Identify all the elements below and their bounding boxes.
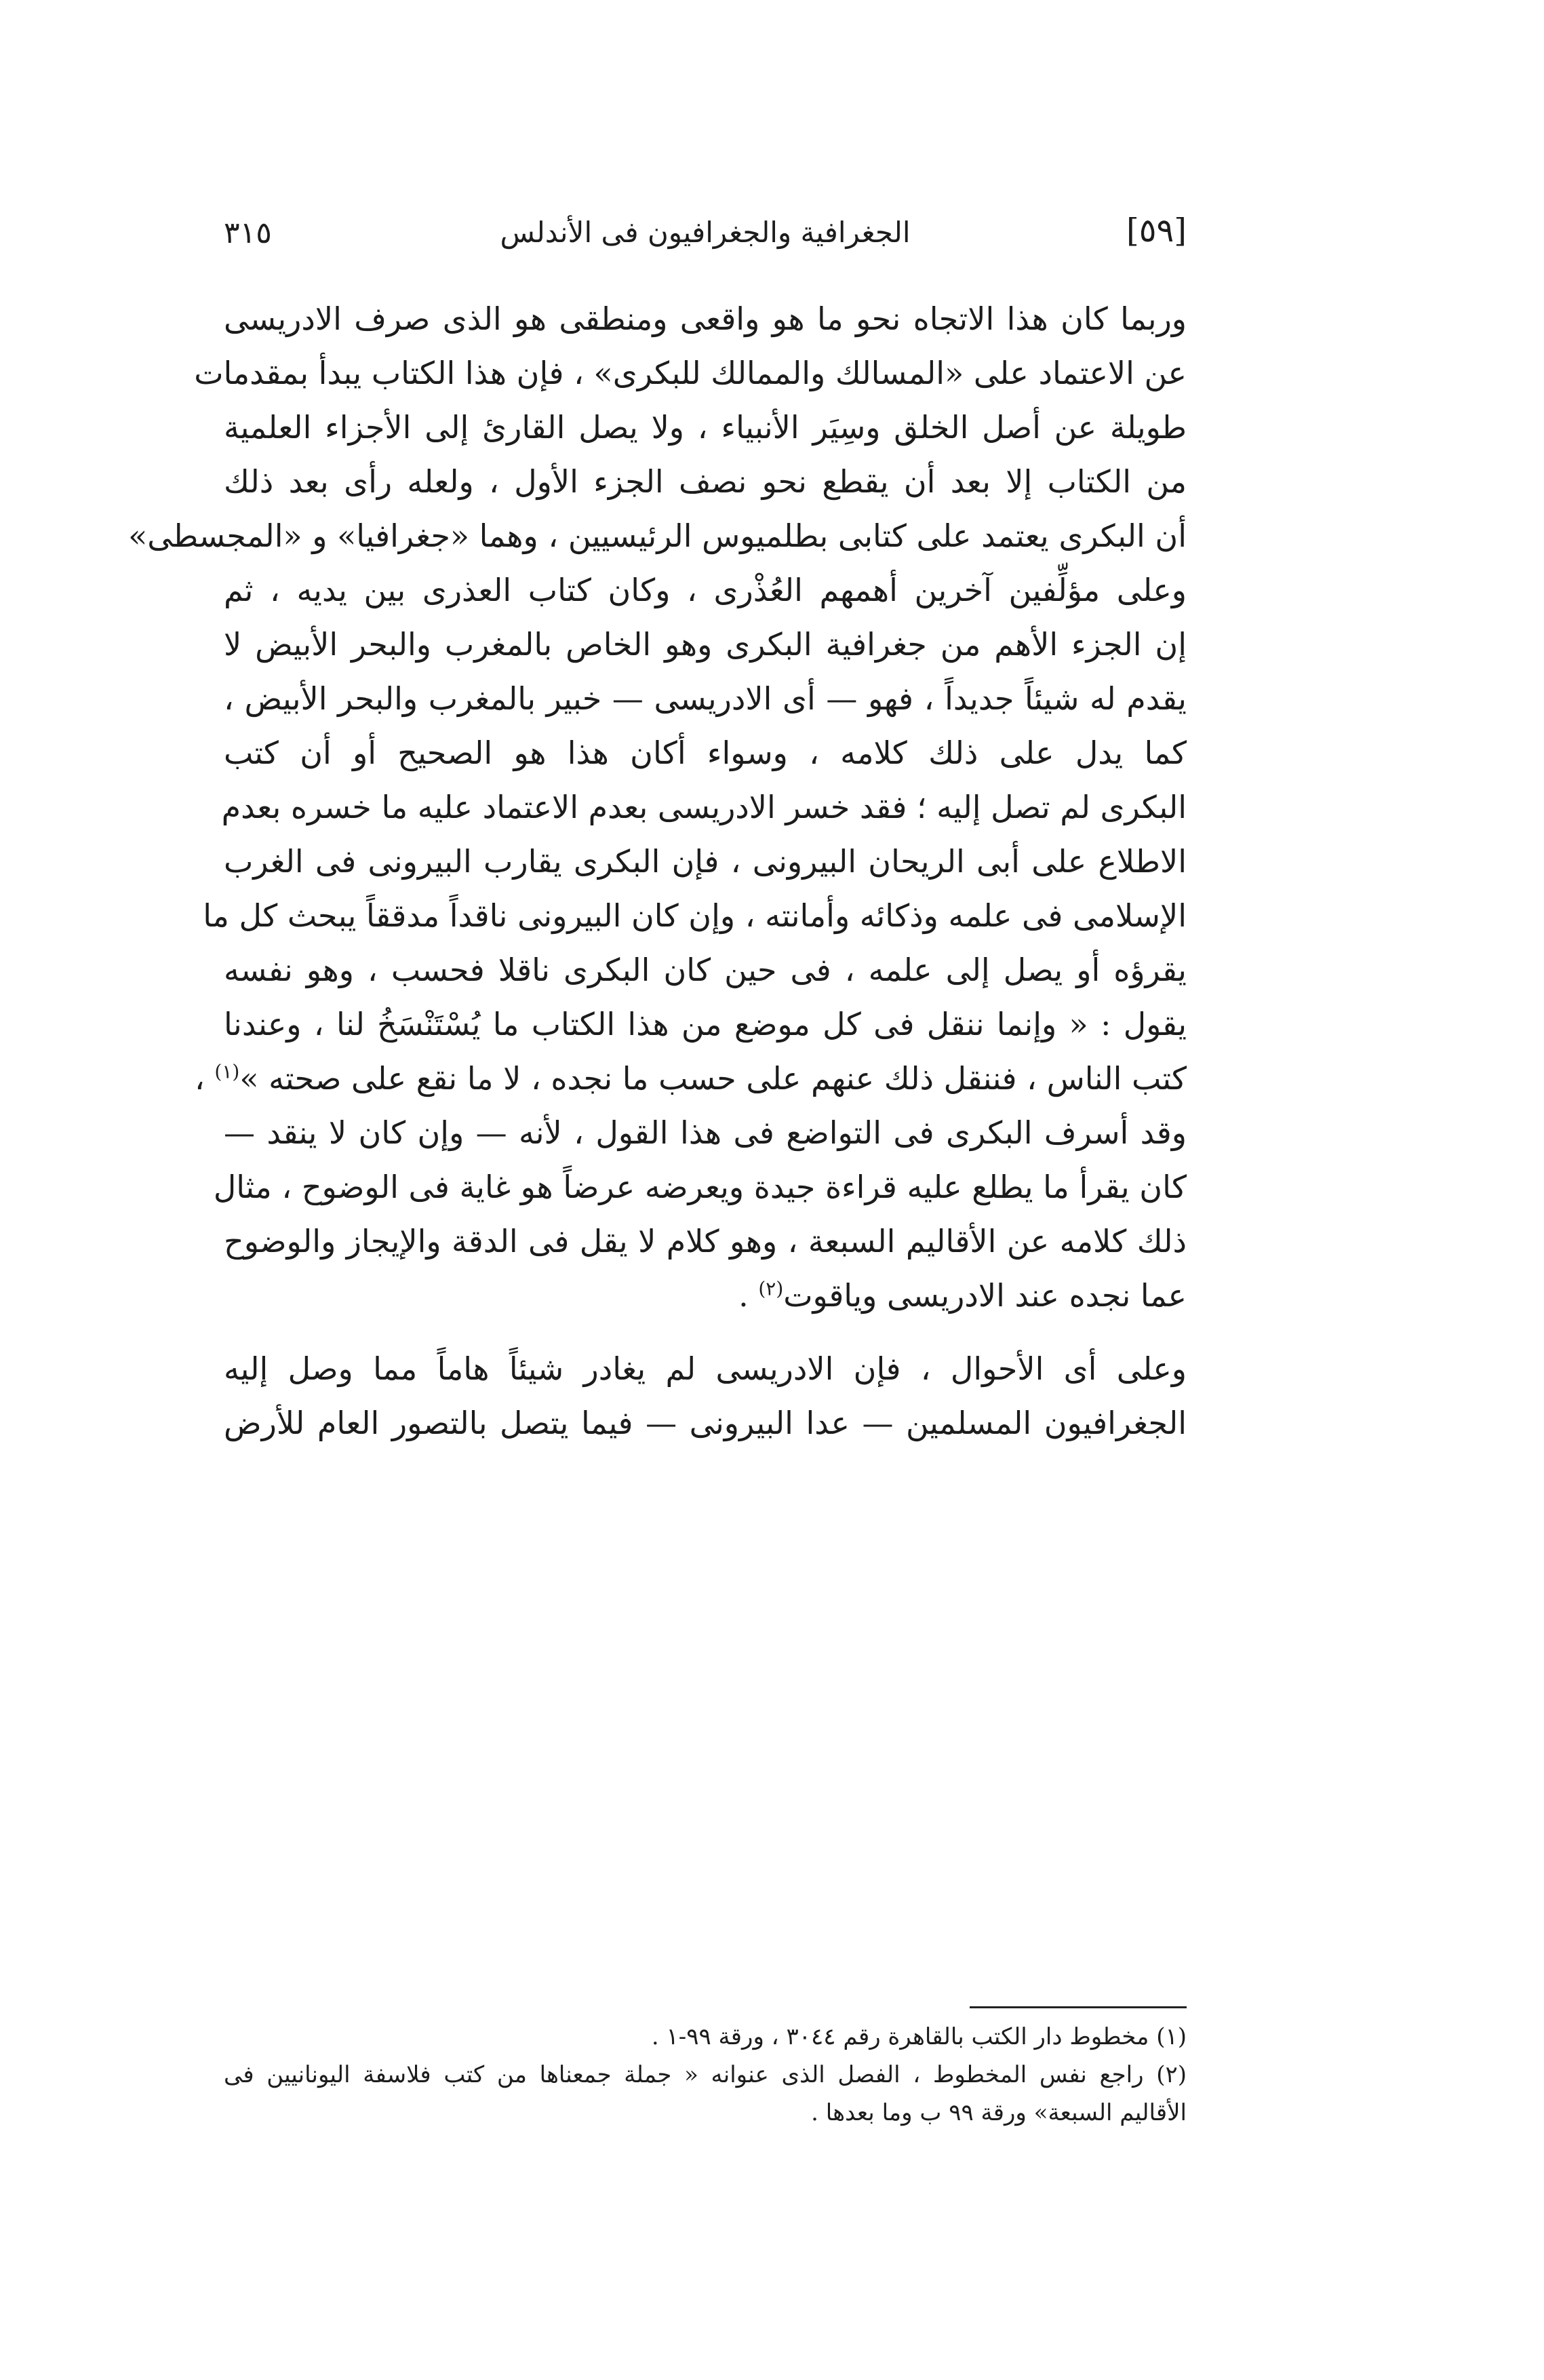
text-line: عن الاعتماد على «المسالك والممالك للبكرى» ، فإن هذا الكتاب يبدأ بمقدمات	[194, 355, 1187, 391]
line-tail: ،	[194, 1060, 215, 1097]
text-line: طويلة عن أصل الخلق وسِيَر الأنبياء ، ولا يصل القارئ إلى الأجزاء العلمية	[224, 409, 1187, 446]
text-line: يقول : « وإنما ننقل فى كل موضع من هذا الكتاب ما يُسْتَنْسَخُ لنا ، وعندنا	[224, 1006, 1187, 1042]
main-text	[128, 292, 1187, 1450]
line-text: عما نجده عند الادريسى وياقوت	[783, 1277, 1187, 1314]
page-number: ٣١٥	[224, 216, 272, 250]
text-line: من الكتاب إلا بعد أن يقطع نحو نصف الجزء الأول ، ولعله رأى بعد ذلك	[224, 463, 1187, 500]
text-line: وعلى أى الأحوال ، فإن الادريسى لم يغادر شيئاً هاماً مما وصل إليه	[224, 1350, 1187, 1387]
text-line: وربما كان هذا الاتجاه نحو ما هو واقعى ومنطقى هو الذى صرف الادريسى	[224, 300, 1187, 337]
footnotes	[224, 2018, 1187, 2132]
footnote-2-continued: الأقاليم السبعة» ورقة ٩٩ ب وما بعدها .	[811, 2099, 1187, 2126]
text-line: كان يقرأ ما يطلع عليه قراءة جيدة ويعرضه عرضاً هو غاية فى الوضوح ، مثال	[213, 1169, 1187, 1205]
text-line: البكرى لم تصل إليه ؛ فقد خسر الادريسى بعدم الاعتماد عليه ما خسره بعدم	[221, 789, 1187, 825]
text-line-with-footnote-1	[194, 1051, 1187, 1106]
text-line: الجغرافيون المسلمين — عدا البيرونى — فيما يتصل بالتصور العام للأرض	[224, 1405, 1187, 1441]
text-line: ذلك كلامه عن الأقاليم السبعة ، وهو كلام لا يقل فى الدقة والإيجاز والوضوح	[224, 1223, 1187, 1260]
text-line: إن الجزء الأهم من جغرافية البكرى وهو الخاص بالمغرب والبحر الأبيض لا	[224, 626, 1187, 663]
text-line: يقدم له شيئاً جديداً ، فهو — أى الادريسى — خبير بالمغرب والبحر الأبيض ،	[224, 680, 1187, 717]
section-number: [٥٩]	[1126, 212, 1187, 250]
paragraph-2	[224, 1342, 1187, 1450]
footnote-ref-2[interactable]: (٢)	[758, 1277, 784, 1300]
text-line: الاطلاع على أبى الريحان البيرونى ، فإن البكرى يقارب البيرونى فى الغرب	[224, 843, 1187, 880]
footnote-separator	[970, 2006, 1187, 2008]
line-tail: .	[738, 1277, 759, 1314]
text-line: وعلى مؤلِّفين آخرين أهمهم العُذْرى ، وكان كتاب العذرى بين يديه ، ثم	[224, 572, 1187, 608]
footnote-1: (١) مخطوط دار الكتب بالقاهرة رقم ٣٠٤٤ ، ورقة ٩٩-١ .	[651, 2023, 1187, 2050]
line-text: كتب الناس ، فننقل ذلك عنهم على حسب ما نجده ، لا ما نقع على صحته »	[239, 1060, 1187, 1097]
text-line: الإسلامى فى علمه وذكائه وأمانته ، وإن كان البيرونى ناقداً مدققاً يبحث كل ما	[203, 897, 1187, 934]
page-header	[224, 212, 1187, 266]
footnote-ref-1[interactable]: (١)	[214, 1060, 240, 1083]
text-line: يقرؤه أو يصل إلى علمه ، فى حين كان البكرى ناقلا فحسب ، وهو نفسه	[224, 952, 1187, 988]
text-line: كما يدل على ذلك كلامه ، وسواء أكان هذا هو الصحيح أو أن كتب	[224, 735, 1187, 771]
paragraph-1-continued	[213, 1106, 1187, 1268]
running-title: الجغرافية والجغرافيون فى الأندلس	[500, 216, 911, 249]
paragraph-gap	[224, 1323, 1187, 1342]
text-line: أن البكرى يعتمد على كتابى بطلميوس الرئيسيين ، وهما «جغرافيا» و «المجسطى»	[128, 518, 1187, 554]
text-line-with-footnote-2	[224, 1268, 1187, 1323]
footnote-2: (٢) راجع نفس المخطوط ، الفصل الذى عنوانه « جملة جمعناها من كتب فلاسفة اليونانيين فى	[224, 2061, 1187, 2088]
paragraph-1	[128, 292, 1187, 1051]
text-line: وقد أسرف البكرى فى التواضع فى هذا القول ، لأنه — وإن كان لا ينقد —	[224, 1114, 1187, 1151]
